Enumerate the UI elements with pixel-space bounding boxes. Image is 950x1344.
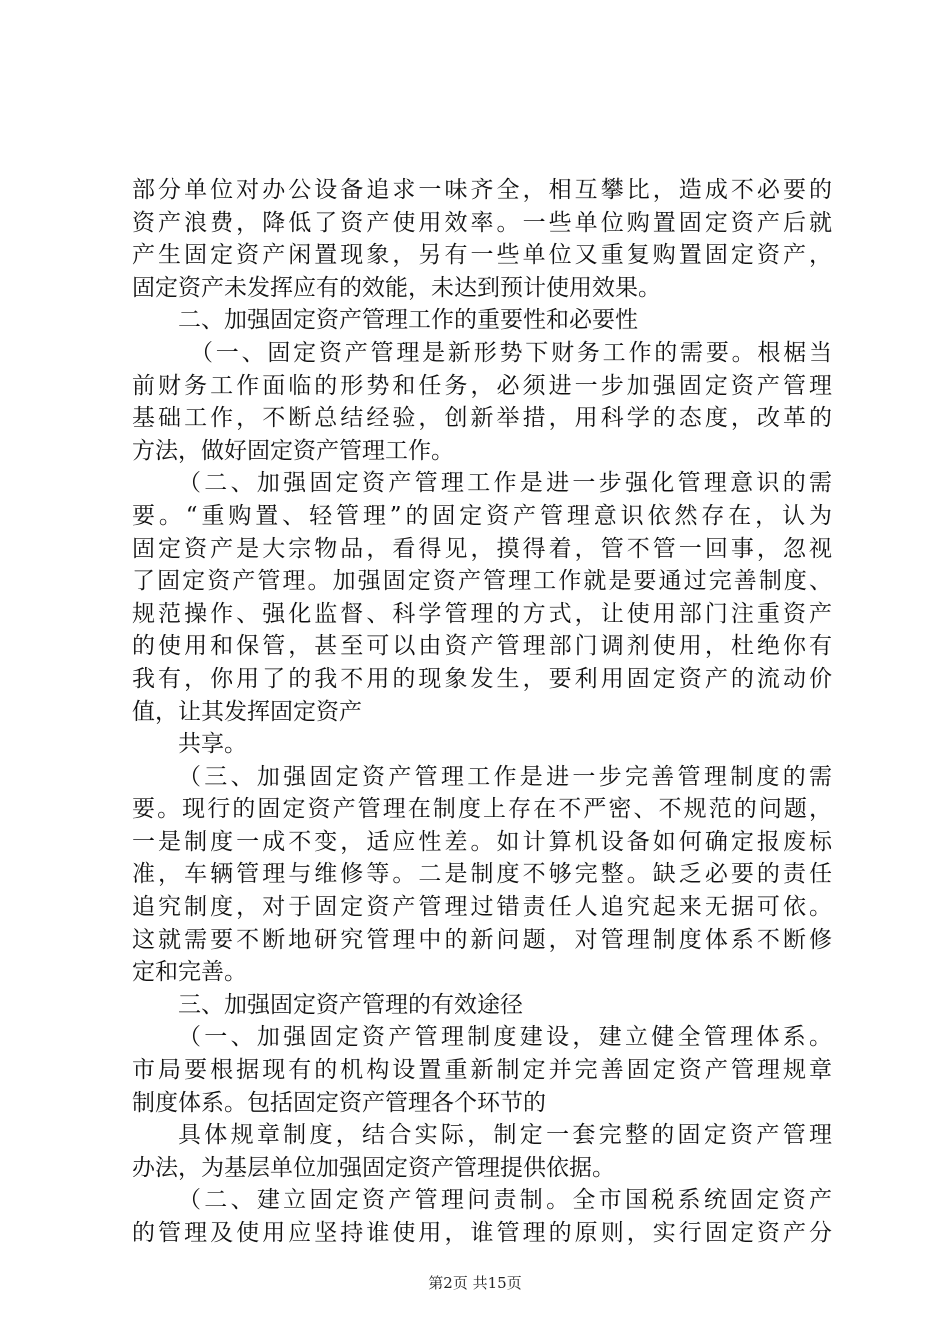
text-line: 的使用和保管，甚至可以由资产管理部门调剂使用，杜绝你有 (132, 633, 832, 660)
text-line: 定和完善。 (132, 959, 247, 986)
text-line: 基础工作，不断总结经验，创新举措，用科学的态度，改革的 (132, 405, 832, 432)
document-body (132, 174, 832, 1250)
text-line: 前财务工作面临的形势和任务，必须进一步加强固定资产管理 (132, 372, 832, 399)
text-line: 具体规章制度，结合实际，制定一套完整的固定资产管理 (178, 1122, 832, 1149)
text-line: （一、加强固定资产管理制度建设，建立健全管理体系。 (178, 1024, 832, 1051)
text-line: 固定资产未发挥应有的效能，未达到预计使用效果。 (132, 274, 661, 301)
text-line: （一、固定资产管理是新形势下财务工作的需要。根椐当 (190, 339, 832, 366)
text-line: 了固定资产管理。加强固定资产管理工作就是要通过完善制度、 (132, 568, 832, 595)
text-line: （二、加强固定资产管理工作是进一步强化管理意识的需 (178, 470, 832, 497)
text-line: 值，让其发挥固定资产 (132, 698, 362, 725)
text-line: 要。“重购置、轻管理”的固定资产管理意识依然存在，认为 (132, 502, 832, 529)
text-line: 办法，为基层单位加强固定资产管理提供依据。 (132, 1154, 615, 1181)
text-line: 共享。 (178, 731, 247, 758)
page-number: 第2页 共15页 (428, 1274, 522, 1292)
text-line: 我有，你用了的我不用的现象发生，要利用固定资产的流动价 (132, 665, 832, 692)
text-line: 市局要根据现有的机构设置重新制定并完善固定资产管理规章 (132, 1057, 832, 1084)
text-line: 规范操作、强化监督、科学管理的方式，让使用部门注重资产 (132, 600, 832, 627)
text-line: 部分单位对办公设备追求一味齐全，相互攀比，造成不必要的 (132, 177, 832, 203)
text-line: 这就需要不断地研究管理中的新问题，对管理制度体系不断修 (132, 926, 832, 953)
text-line: （三、加强固定资产管理工作是进一步完善管理制度的需 (178, 763, 832, 790)
text-line: 的管理及使用应坚持谁使用，谁管理的原则，实行固定资产分 (132, 1220, 832, 1246)
text-line: 产生固定资产闲置现象，另有一些单位又重复购置固定资产， (132, 242, 832, 269)
text-line: （二、建立固定资产管理问责制。全市国税系统固定资产 (178, 1187, 832, 1214)
text-line: 制度体系。包括固定资产管理各个环节的 (132, 1089, 546, 1116)
text-line: 追究制度，对于固定资产管理过错责任人追究起来无据可依。 (132, 894, 832, 921)
section-heading-2: 二、加强固定资产管理工作的重要性和必要性 (178, 307, 638, 334)
text-line: 资产浪费，降低了资产使用效率。一些单位购置固定资产后就 (132, 209, 832, 236)
text-line: 方法，做好固定资产管理工作。 (132, 437, 454, 464)
text-line: 固定资产是大宗物品，看得见，摸得着，管不管一回事，忽视 (132, 535, 832, 562)
text-line: 要。现行的固定资产管理在制度上存在不严密、不规范的问题， (132, 796, 832, 823)
text-line: 准，车辆管理与维修等。二是制度不够完整。缺乏必要的责任 (132, 861, 832, 888)
section-heading-3: 三、加强固定资产管理的有效途径 (178, 991, 523, 1018)
page-footer (0, 1273, 950, 1293)
text-line: 一是制度一成不变，适应性差。如计算机设备如何确定报废标 (132, 828, 832, 855)
